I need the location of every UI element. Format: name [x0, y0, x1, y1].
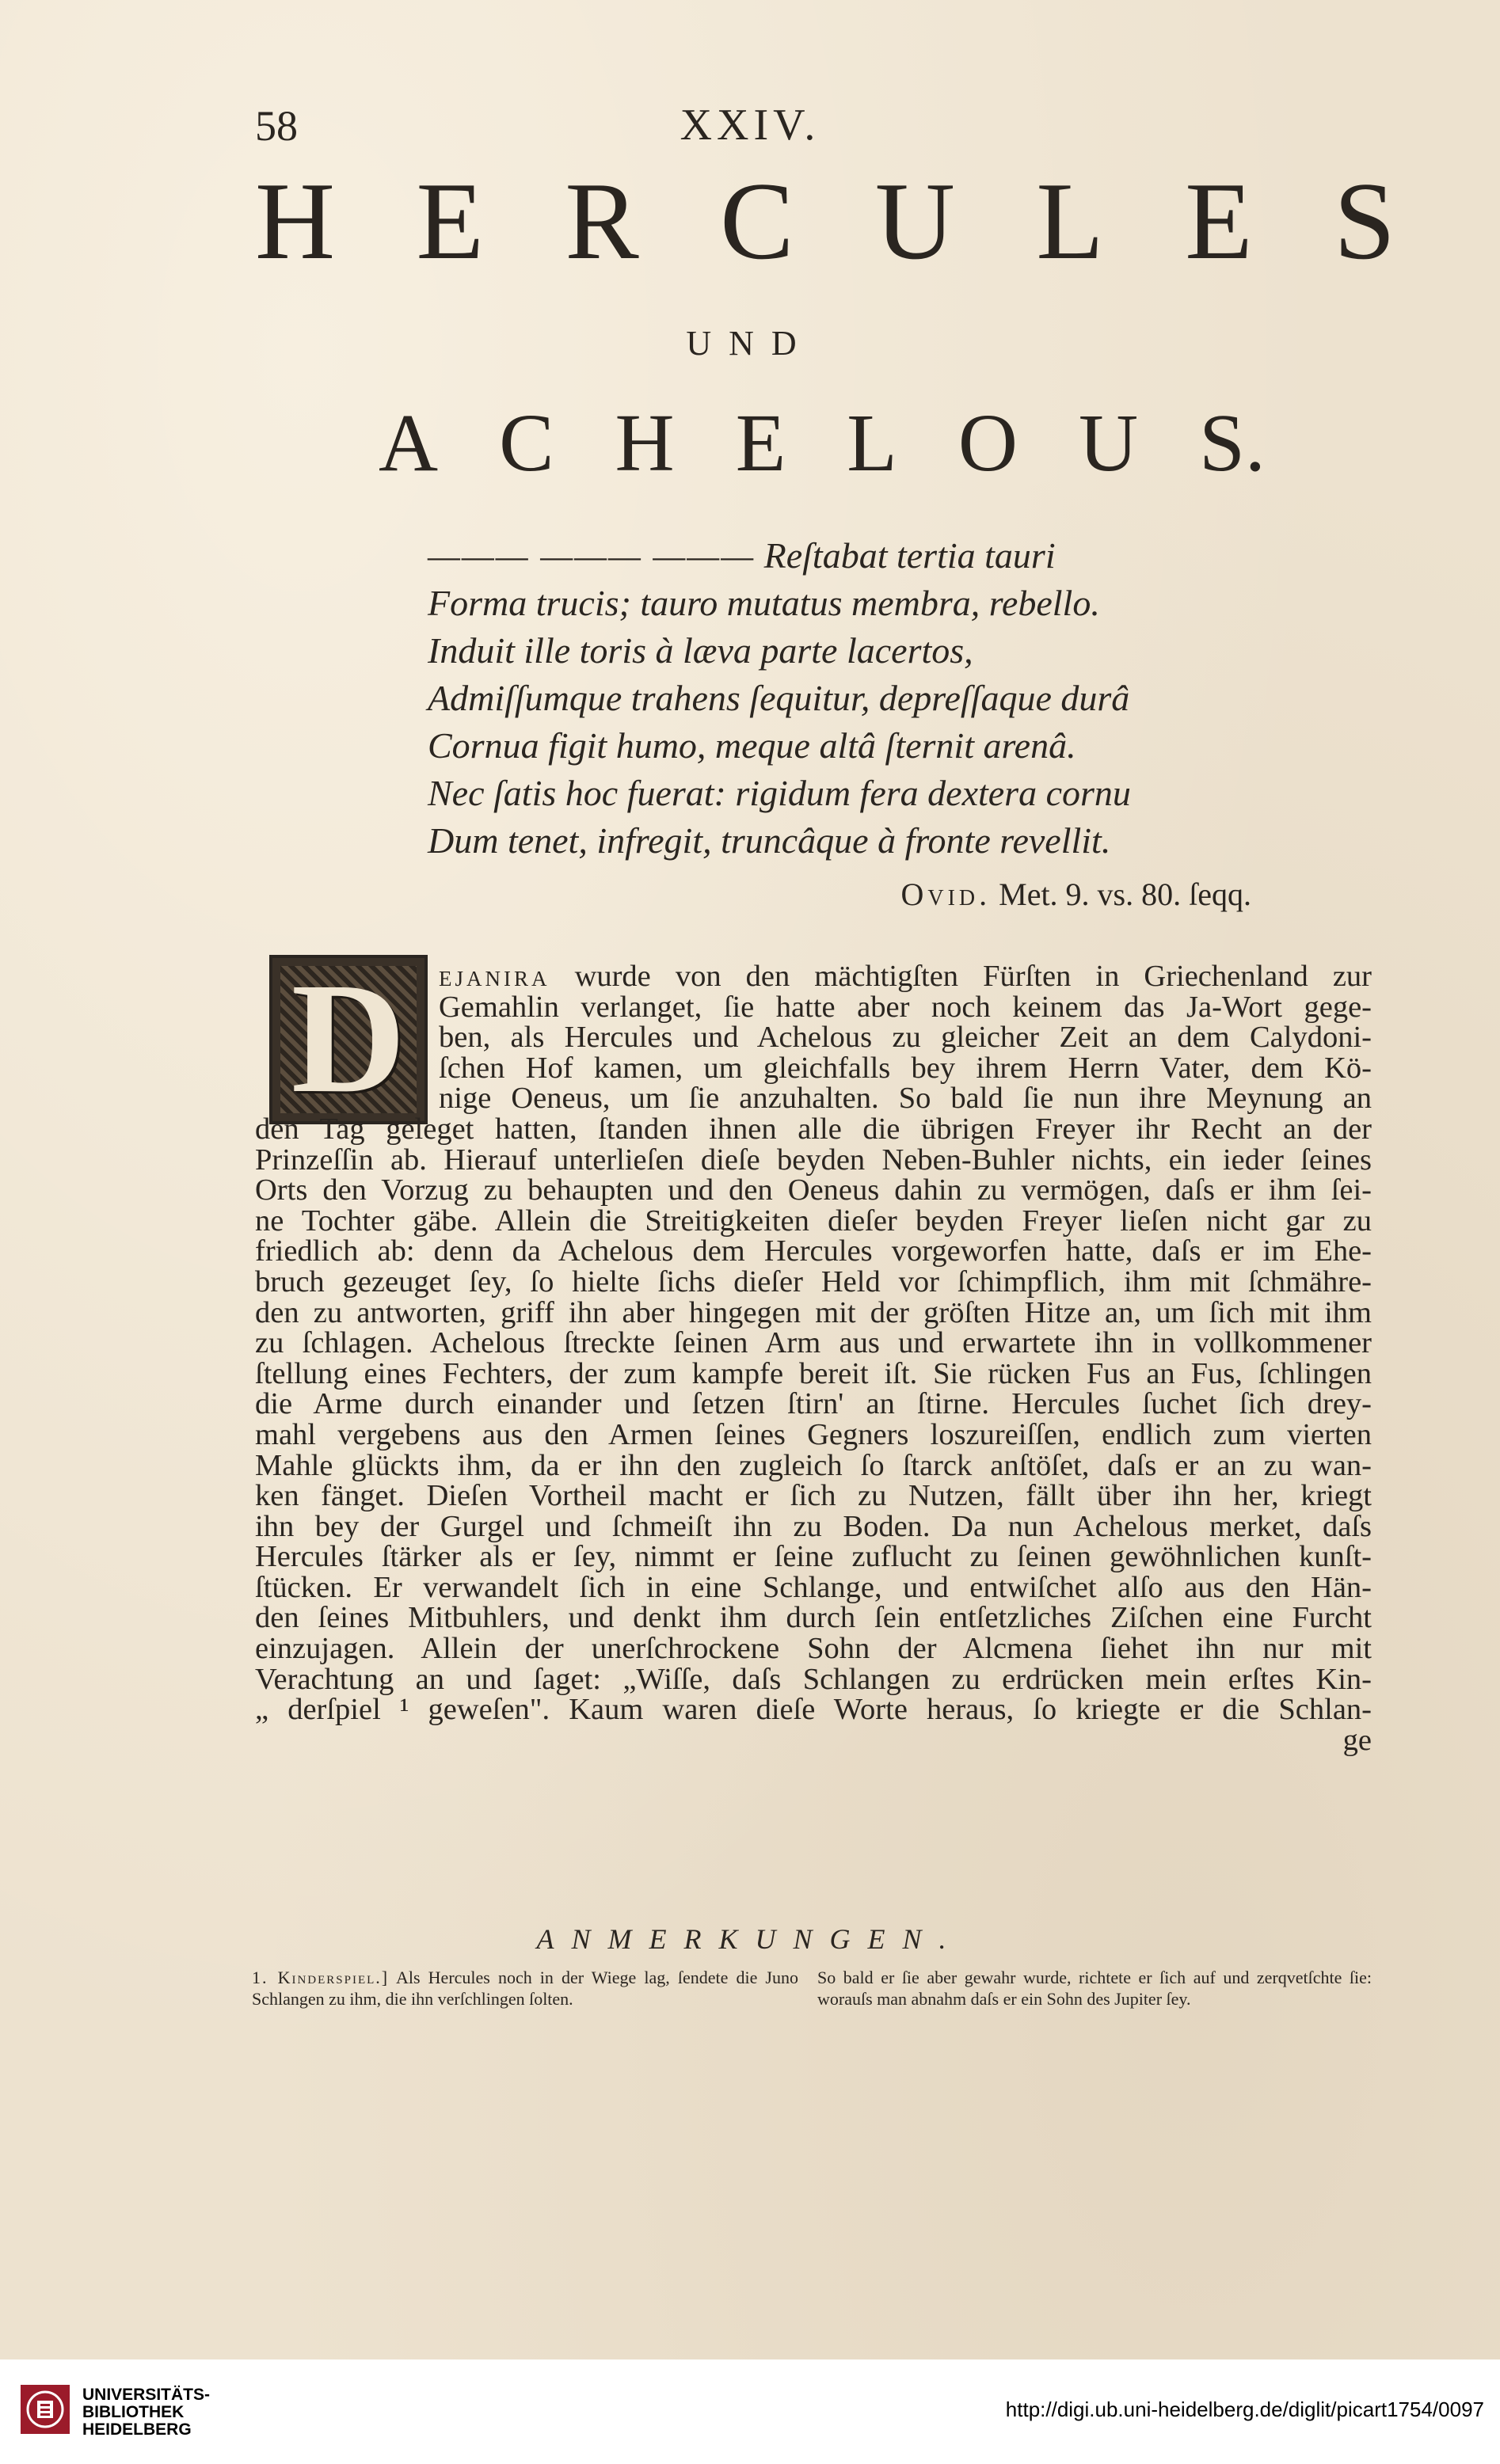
body-line: den zu antworten, griff ihn aber hingegen mit der gröſten Hitze an, um ſich mit ihm [255, 1295, 1372, 1329]
title-letter: E [416, 160, 484, 283]
title-letter: R [565, 160, 639, 283]
institution-line: HEIDELBERG [82, 2420, 192, 2439]
chapter-number: XXIV. [680, 101, 820, 150]
body-line: einzujagen. Allein der unerſchrockene Sohn der Alcmena ſiehet ihn nur mit [255, 1632, 1372, 1666]
title-letter: E [735, 397, 786, 489]
body-line: Mahle glückts ihm, da er ihn den zugleich ſo ſtarck anſtöſet, daſs er an zu wan- [255, 1448, 1372, 1482]
citation-reference: Met. 9. vs. 80. ſeqq. [999, 876, 1251, 912]
body-line: friedlich ab: denn da Achelous dem Hercules vorgeworfen hatte, daſs er im Ehe- [255, 1234, 1372, 1268]
body-line: zu ſchlagen. Achelous ſtreckte ſeinen Arm aus und erwartete ihn in vollkommener [255, 1326, 1372, 1360]
epigraph-text: Reſtabat tertia tauri [763, 535, 1056, 576]
footnote-label: 1. Kinderspiel.] [252, 1968, 390, 1987]
institution-name [82, 2386, 210, 2439]
epigraph-dash: ——— ——— ——— [428, 535, 756, 576]
title-letter: L [1036, 160, 1104, 283]
title-letter: C [720, 160, 794, 283]
epigraph-line: Cornua figit humo, meque altâ ſternit arenâ. [428, 725, 1076, 766]
body-line: den ſeines Mitbuhlers, und denkt ihm durch ſein entſetzliches Ziſchen eine Furcht [255, 1601, 1372, 1635]
epigraph-citation [792, 876, 1251, 913]
body-line: Orts den Vorzug zu behaupten und den Oeneus dahin zu vermögen, daſs er ihm ſei- [255, 1173, 1372, 1207]
title-und: UND [686, 324, 814, 363]
body-line: Gemahlin verlanget, ſie hatte aber noch keinem das Ja-Wort gege- [439, 990, 1372, 1024]
title-letter: U [874, 160, 955, 283]
title-letter: E [1185, 160, 1253, 283]
body-line: die Arme durch einander und ſetzen ſtirn' an ſtirne. Hercules ſuchet ſich drey- [255, 1387, 1372, 1421]
institution-line: UNIVERSITÄTS- [82, 2386, 211, 2404]
body-line: ken fänget. Dieſen Vortheil macht er ſich zu Nutzen, fällt über ihn her, kriegt [255, 1479, 1372, 1513]
title-letter: H [255, 160, 336, 283]
body-line: Prinzeſſin ab. Hierauf unterlieſen dieſe beyden Neben-Buhler nichts, ein ieder ſeines [255, 1143, 1372, 1177]
body-line-text: wurde von den mächtigſten Fürſten in Griechenland zur [550, 960, 1372, 993]
footnote-text: Als Hercules noch in der Wiege lag, ſendete die Juno Schlangen zu ihm, die ihn verſchlingen ſolten. [252, 1968, 798, 2009]
body-line: nige Oeneus, um ſie anzuhalten. So bald ſie nun ihre Meynung an [439, 1082, 1372, 1116]
body-line: Hercules ſtärker als er ſey, nimmt er ſeine zuflucht zu ſeinen gewöhnlichen kunſt- [255, 1540, 1372, 1574]
body-line: ben, als Hercules und Achelous zu gleicher Zeit an dem Calydoni- [439, 1021, 1372, 1055]
body-line: mahl vergebens aus den Armen ſeines Gegners loszureiſſen, endlich zum vierten [255, 1417, 1372, 1451]
title-letter: S [1334, 160, 1395, 283]
title-letter: S. [1199, 397, 1266, 489]
body-line: Verachtung an und ſaget: „Wiſſe, daſs Schlangen zu erdrücken mein erſtes Kin- [255, 1662, 1372, 1696]
institution-line: BIBLIOTHEK [82, 2403, 185, 2421]
epigraph-line [428, 532, 1283, 580]
epigraph [428, 532, 1283, 865]
body-line: ne Tochter gäbe. Allein die Streitigkeiten dieſer beyden Freyer lieſen nicht gar zu [255, 1203, 1372, 1238]
title-letter: A [379, 397, 439, 489]
epigraph-line: Admiſſumque trahens ſequitur, depreſſaque durâ [428, 678, 1130, 718]
body-line: den Tag geleget hatten, ſtanden ihnen alle die übrigen Freyer ihr Recht an der [255, 1112, 1372, 1146]
page-number: 58 [255, 102, 298, 150]
viewer-footer [0, 2359, 1500, 2464]
body-line: ſtücken. Er verwandelt ſich in eine Schlange, und entwiſchet alſo aus den Hän- [255, 1570, 1372, 1604]
epigraph-line: Forma trucis; tauro mutatus membra, rebello. [428, 583, 1100, 623]
title-achelous [379, 396, 1266, 491]
body-line: bruch gezeuget ſey, ſo hielte ſichs dieſer Held vor ſchimpflich, ihm mit ſchmähre- [255, 1264, 1372, 1299]
body-line: ihn bey der Gurgel und ſchmeiſt ihn zu Boden. Da nun Achelous merket, daſs [255, 1509, 1372, 1543]
body-catchword: ge [1342, 1723, 1372, 1757]
footnote-column-right: So bald er ſie aber gewahr wurde, richtete er ſich auf und zerqvetſchte ſie: worauſs man abnahm daſs er ein Sohn des Jupiter ſey. [817, 1968, 1372, 2009]
drop-cap-letter: D [291, 951, 406, 1126]
epigraph-line: Nec ſatis hoc fuerat: rigidum fera dextera cornu [428, 773, 1131, 813]
title-letter: C [499, 397, 554, 489]
body-text [255, 961, 1372, 1755]
title-letter: L [847, 397, 897, 489]
footnote-column-left [252, 1967, 798, 2010]
epigraph-line: Induit ille toris à læva parte lacertos, [428, 630, 973, 671]
citation-author: Ovid. [900, 876, 992, 912]
body-line: ſchen Hof kamen, um gleichfalls bey ihrem Herrn Vater, dem Kö- [439, 1051, 1372, 1085]
epigraph-line: Dum tenet, infregit, truncâque à fronte revellit. [428, 820, 1111, 861]
body-line [255, 961, 1372, 992]
notes-heading: ANMERKUNGEN. [536, 1923, 964, 1955]
title-letter: H [615, 397, 675, 489]
university-seal-icon [21, 2385, 70, 2434]
lead-word: ejanira [439, 960, 550, 993]
body-line: „ derſpiel ¹ geweſen". Kaum waren dieſe Worte heraus, ſo kriegte er die Schlan- [255, 1693, 1372, 1727]
title-hercules [255, 158, 1395, 285]
title-letter: O [957, 397, 1018, 489]
permalink-url[interactable]: http://digi.ub.uni-heidelberg.de/diglit/picart1754/0097 [1005, 2397, 1484, 2421]
footnote [252, 1967, 1372, 2010]
title-letter: U [1078, 397, 1139, 489]
body-line: ſtellung eines Fechters, der zum kampfe bereit iſt. Sie rücken Fus an Fus, ſchlingen [255, 1356, 1372, 1390]
